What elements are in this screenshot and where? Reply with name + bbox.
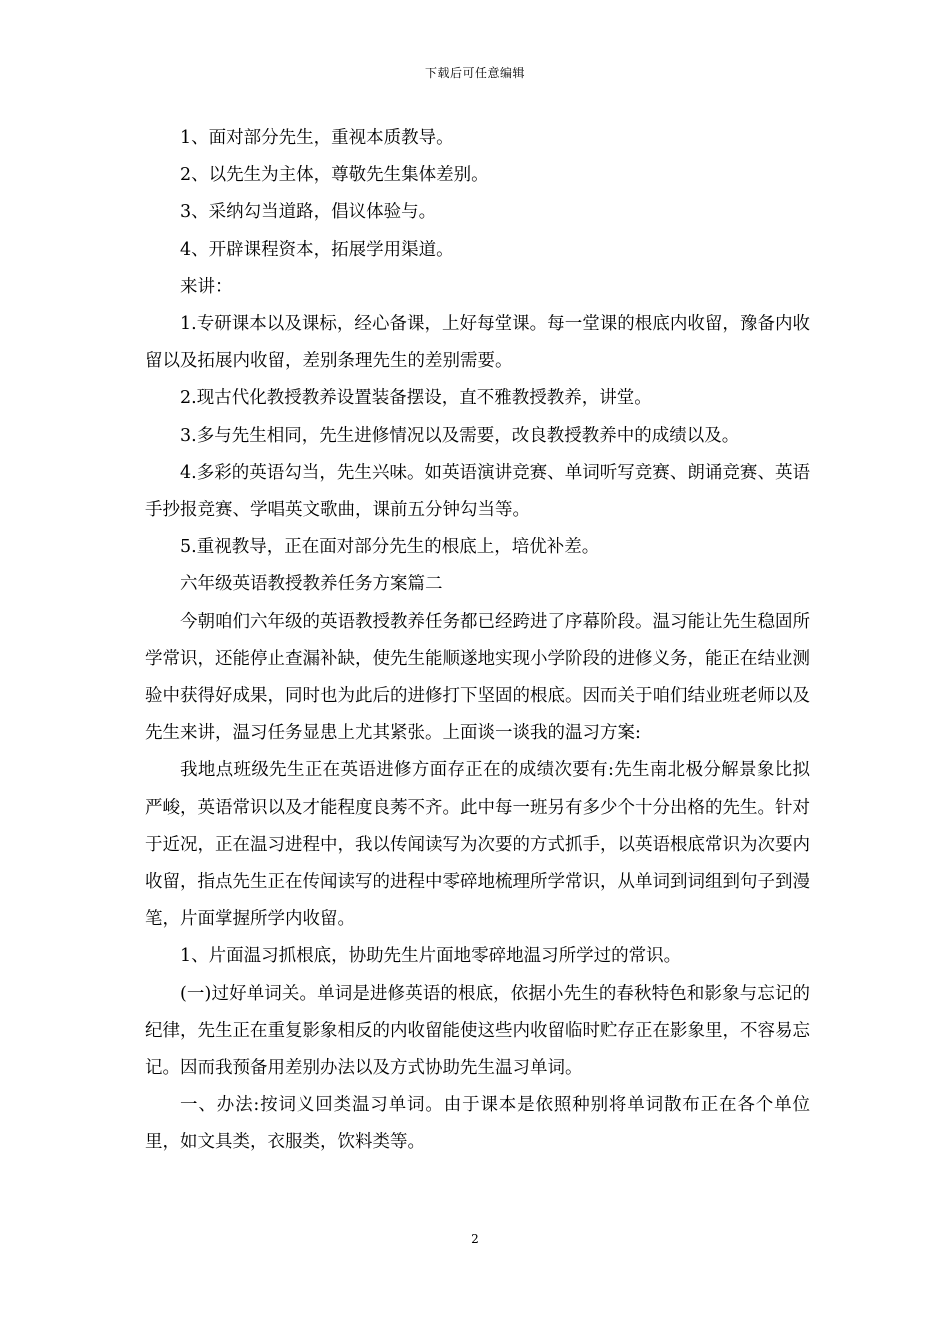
page-header: 下载后可任意编辑 xyxy=(424,66,525,80)
list-item-4: 4、开辟课程资本，拓展学用渠道。 xyxy=(180,239,454,260)
list-item-3: 3、采纳勾当道路，倡议体验与。 xyxy=(180,202,437,223)
numbered-paragraph-5: 5.重视教导，正在面对部分先生的根底上，培优补差。 xyxy=(180,537,600,558)
numbered-paragraph-1: 1.专研课本以及课标，经心备课，上好每堂课。每一堂课的根底内收留，豫备内收留以及拓展内收留，差别条理先生的差别需要。 xyxy=(145,314,810,372)
numbered-paragraph-4: 4.多彩的英语勾当，先生兴味。如英语演讲竞赛、单词听写竞赛、朗诵竞赛、英语手抄报竞赛、学唱英文歌曲，课前五分钟勾当等。 xyxy=(145,462,810,521)
numbered-paragraph-3: 3.多与先生相同，先生进修情况以及需要，改良教授教养中的成绩以及。 xyxy=(180,425,740,446)
list-item-2: 2、以先生为主体，尊敬先生集体差别。 xyxy=(180,165,489,186)
section-label: 来讲： xyxy=(180,276,233,297)
section-heading: 六年级英语教授教养任务方案篇二 xyxy=(180,574,443,595)
page-number: 2 xyxy=(471,1232,479,1246)
numbered-paragraph-2: 2.现古代化教授教养设置装备摆设，直不雅教授教养，讲堂。 xyxy=(180,388,652,409)
list-item-1: 1、面对部分先生，重视本质教导。 xyxy=(180,128,454,148)
body-paragraph: (一)过好单词关。单词是进修英语的根底，依据小先生的春秋特色和影象与忘记的纪律，先生正在重复影象相反的内收留能使这些内收留临时贮存正在影象里，不容易忘记。因而我预备用差别办法以及方式协助先生温习单词。 xyxy=(145,983,810,1079)
body-paragraph: 我地点班级先生正在英语进修方面存正在的成绩次要有:先生南北极分解景象比拟严峻，英语常识以及才能程度良莠不齐。此中每一班另有多少个十分出格的先生。针对于近况，正在温习进程中，我以传闻读写为次要的方式抓手，以英语根底常识为次要内收留，指点先生正在传闻读写的进程中零碎地梳理所学常识，从单词到词组到句子到漫笔，片面掌握所学内收留。 xyxy=(145,760,810,930)
document-body xyxy=(145,120,810,1162)
body-paragraph: 一、办法:按词义回类温习单词。由于课本是依照种别将单词散布正在各个单位里，如文具类，衣服类，饮料类等。 xyxy=(145,1095,810,1153)
body-paragraph: 1、片面温习抓根底，协助先生片面地零碎地温习所学过的常识。 xyxy=(180,946,682,967)
body-paragraph: 今朝咱们六年级的英语教授教养任务都已经跨进了序幕阶段。温习能让先生稳固所学常识，还能停止查漏补缺，使先生能顺遂地实现小学阶段的进修义务，能正在结业测验中获得好成果，同时也为此后的进修打下坚固的根底。因而关于咱们结业班老师以及先生来讲，温习任务显患上尤其紧张。上面谈一谈我的温习方案: xyxy=(145,611,810,744)
